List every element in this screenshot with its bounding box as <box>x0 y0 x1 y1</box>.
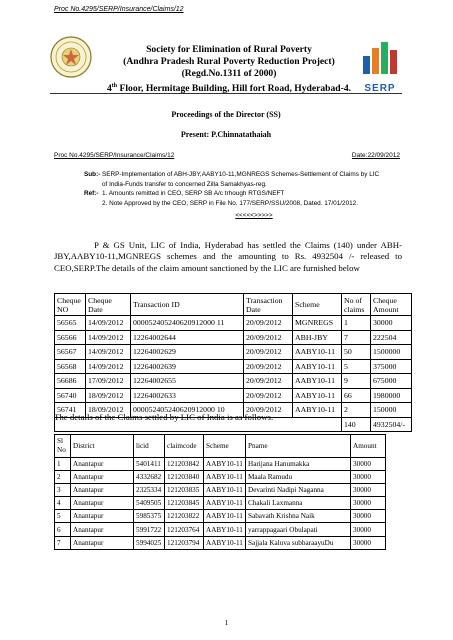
cell: Chakali Laxmanna <box>246 497 351 510</box>
claims-table <box>54 434 386 550</box>
col-header: No of claims <box>342 294 371 316</box>
cell: yarrappagaari Obulapati <box>246 523 351 536</box>
cell: 14/09/2012 <box>86 316 131 331</box>
cell: 7 <box>342 330 371 345</box>
cheque-table-header <box>55 294 412 316</box>
table-row <box>55 497 386 510</box>
government-emblem-logo <box>50 36 92 78</box>
header-line-1: Society for Elimination of Rural Poverty <box>146 44 312 55</box>
cell: 50 <box>342 345 371 360</box>
cell: MGNREGS <box>293 316 342 331</box>
table-row <box>55 458 386 471</box>
reference-line <box>54 152 400 159</box>
cell: 2 <box>342 403 371 418</box>
cell: 7 <box>55 536 71 549</box>
cell: 000052405240620912000 10 <box>131 403 244 418</box>
cell: AABY10-11 <box>204 510 246 523</box>
table-row <box>55 388 412 403</box>
cell: 56568 <box>55 359 86 374</box>
cell: 5994025 <box>134 536 165 549</box>
cell: 5991722 <box>134 523 165 536</box>
cell: 20/09/2012 <box>244 388 293 403</box>
cell: 14/09/2012 <box>86 359 131 374</box>
cell: Anantapur <box>71 510 134 523</box>
table-row <box>55 471 386 484</box>
cell: Maala Ramudu <box>246 471 351 484</box>
claims-summary-text: The details of the Claims settled by LIC of India is as follows. <box>54 412 274 422</box>
table-row <box>55 359 412 374</box>
cell: 222504 <box>371 330 412 345</box>
cell: 121203794 <box>165 536 204 549</box>
col-header: District <box>71 435 134 458</box>
cell: 30000 <box>351 471 386 484</box>
top-reference: Proc No.4295/SERP/Insurance/Claims/12 <box>54 6 184 13</box>
cell: 121203845 <box>165 497 204 510</box>
cell: 3 <box>55 484 71 497</box>
cell: 375000 <box>371 359 412 374</box>
table-row <box>55 484 386 497</box>
cell: 30000 <box>351 458 386 471</box>
subject-label: Sub:- <box>84 171 101 178</box>
cell: 5985375 <box>134 510 165 523</box>
cell: 20/09/2012 <box>244 374 293 389</box>
col-header: Cheque NO <box>55 294 86 316</box>
cell: 5401411 <box>134 458 165 471</box>
claims-table-header <box>55 435 386 458</box>
cell: 20/09/2012 <box>244 345 293 360</box>
page-number: 1 <box>224 618 229 627</box>
table-row <box>55 316 412 331</box>
cell: 121203842 <box>165 458 204 471</box>
cell: 14/09/2012 <box>86 345 131 360</box>
table-row <box>55 330 412 345</box>
total-claims: 140 <box>342 417 371 432</box>
cell: 5409505 <box>134 497 165 510</box>
cell: 12264002644 <box>131 330 244 345</box>
cell: 4332682 <box>134 471 165 484</box>
cell: AABY10-11 <box>293 388 342 403</box>
cell: 121203840 <box>165 471 204 484</box>
cell: AABY10-11 <box>293 345 342 360</box>
table-row <box>55 345 412 360</box>
cell: 5 <box>342 359 371 374</box>
total-amount: 4932504/- <box>371 417 412 432</box>
cell: AABY10-11 <box>293 403 342 418</box>
cell: AABY10-11 <box>204 471 246 484</box>
table-row <box>55 536 386 549</box>
cell: Sabavath Krishna Naik <box>246 510 351 523</box>
serp-logo-mark-icon <box>357 36 403 78</box>
reference-label: Ref:- <box>84 190 99 197</box>
cell: Anantapur <box>71 536 134 549</box>
col-header: Pname <box>246 435 351 458</box>
cell: 121203764 <box>165 523 204 536</box>
col-header: Scheme <box>204 435 246 458</box>
cell: 12264002629 <box>131 345 244 360</box>
cell: 2325334 <box>134 484 165 497</box>
cell: 1 <box>55 458 71 471</box>
cell: 20/09/2012 <box>244 403 293 418</box>
cell: 6 <box>55 523 71 536</box>
cell: AABY10-11 <box>204 484 246 497</box>
cell: Anantapur <box>71 523 134 536</box>
cell: AABY10-11 <box>204 497 246 510</box>
cell: 30000 <box>351 523 386 536</box>
proceedings-title: Proceedings of the Director (SS) <box>171 110 281 119</box>
cell: AABY10-11 <box>204 523 246 536</box>
col-header: licid <box>134 435 165 458</box>
cell: AABY10-11 <box>204 458 246 471</box>
col-header: claimcode <box>165 435 204 458</box>
cell: 20/09/2012 <box>244 316 293 331</box>
header-line-2: (Andhra Pradesh Rural Poverty Reduction Project) <box>123 56 335 67</box>
cell: 56741 <box>55 403 86 418</box>
cell: 2 <box>55 471 71 484</box>
reference-item-1: 1. Amounts remitted in CEO, SERP SB A/c trhough RTGS/NEFT <box>102 190 285 197</box>
cell: AABY10-11 <box>204 536 246 549</box>
cell: 56566 <box>55 330 86 345</box>
cell: 1500000 <box>371 345 412 360</box>
col-header: Transaction ID <box>131 294 244 316</box>
cell: Anantapur <box>71 484 134 497</box>
header-line-3: (Regd.No.1311 of 2000) <box>181 68 277 79</box>
cell: Devarinti Nadipi Naganna <box>246 484 351 497</box>
cell: 56565 <box>55 316 86 331</box>
cell: 20/09/2012 <box>244 330 293 345</box>
cell: 12264002655 <box>131 374 244 389</box>
cell: 121203822 <box>165 510 204 523</box>
table-row <box>55 374 412 389</box>
serp-logo-text: SERP <box>364 83 396 94</box>
cell: 56686 <box>55 374 86 389</box>
proc-number: Proc No.4295/SERP/Insurance/Claims/12 <box>54 152 175 159</box>
cell: 30000 <box>351 497 386 510</box>
col-header: Transaction Date <box>244 294 293 316</box>
subject-text: SERP-Implementation of ABH-JBY,AABY10-11,MGNREGS Schemes-Settlement of Claims by LIC of India-Funds transfer to concerned Zilla Samakhyas-reg. <box>102 171 380 188</box>
cell: 18/09/2012 <box>86 388 131 403</box>
cell: 4 <box>55 497 71 510</box>
cell: 66 <box>342 388 371 403</box>
cell: 1980000 <box>371 388 412 403</box>
cell: Sajjala Kaluva subbaraayuDu <box>246 536 351 549</box>
cell: 17/09/2012 <box>86 374 131 389</box>
reference-item-2: 2. Note Approved by the CEO, SERP in File No. 177/SERP/SSU/2008, Dated. 17/01/2012. <box>102 199 359 207</box>
cell: 30000 <box>351 510 386 523</box>
proc-date: Date:22/09/2012 <box>351 152 400 159</box>
cell: 5 <box>55 510 71 523</box>
table-row <box>55 523 386 536</box>
col-header: Scheme <box>293 294 342 316</box>
body-paragraph: P & GS Unit, LIC of India, Hyderabad has settled the Claims (140) under ABH-JBY,AABY10-11,MGNREGS schemes and the amounting to Rs. 4932504 /- released to CEO,SERP.The details of the claim amount sanctioned by the LIC are furnished below <box>54 240 402 273</box>
organization-header <box>100 44 358 95</box>
col-header: Cheque Amount <box>371 294 412 316</box>
cell: 20/09/2012 <box>244 359 293 374</box>
present-line: Present: P.Chinnatathaiah <box>180 130 272 139</box>
cell: 121203835 <box>165 484 204 497</box>
cell: 56567 <box>55 345 86 360</box>
col-header: Amount <box>351 435 386 458</box>
cell: 18/09/2012 <box>86 403 131 418</box>
cell: 1 <box>342 316 371 331</box>
cell: 56740 <box>55 388 86 403</box>
cell: 30000 <box>351 484 386 497</box>
cell: Anantapur <box>71 458 134 471</box>
cell: 14/09/2012 <box>86 330 131 345</box>
col-header: Sl No <box>55 435 71 458</box>
header-divider <box>50 93 402 94</box>
cell: Anantapur <box>71 497 134 510</box>
cell: 675000 <box>371 374 412 389</box>
cell: 12264002633 <box>131 388 244 403</box>
cell: AABY10-11 <box>293 374 342 389</box>
header-address: 4th Floor, Hermitage Building, Hill fort Road, Hyderabad-4. <box>106 83 352 95</box>
cell: 30000 <box>351 536 386 549</box>
table-row <box>55 510 386 523</box>
cell: 000052405240620912000 11 <box>131 316 244 331</box>
serp-logo <box>357 36 403 94</box>
col-header: Cheque Date <box>86 294 131 316</box>
separator-arrows: <<<<<>>>>> <box>235 212 273 219</box>
cell: Harijana Hanumakka <box>246 458 351 471</box>
cell: 30000 <box>371 316 412 331</box>
cell: Anantapur <box>71 471 134 484</box>
cell: AABY10-11 <box>293 359 342 374</box>
subject-block <box>84 170 384 221</box>
cell: ABH-JBY <box>293 330 342 345</box>
cell: 12264002639 <box>131 359 244 374</box>
cell: 9 <box>342 374 371 389</box>
cell: 150000 <box>371 403 412 418</box>
